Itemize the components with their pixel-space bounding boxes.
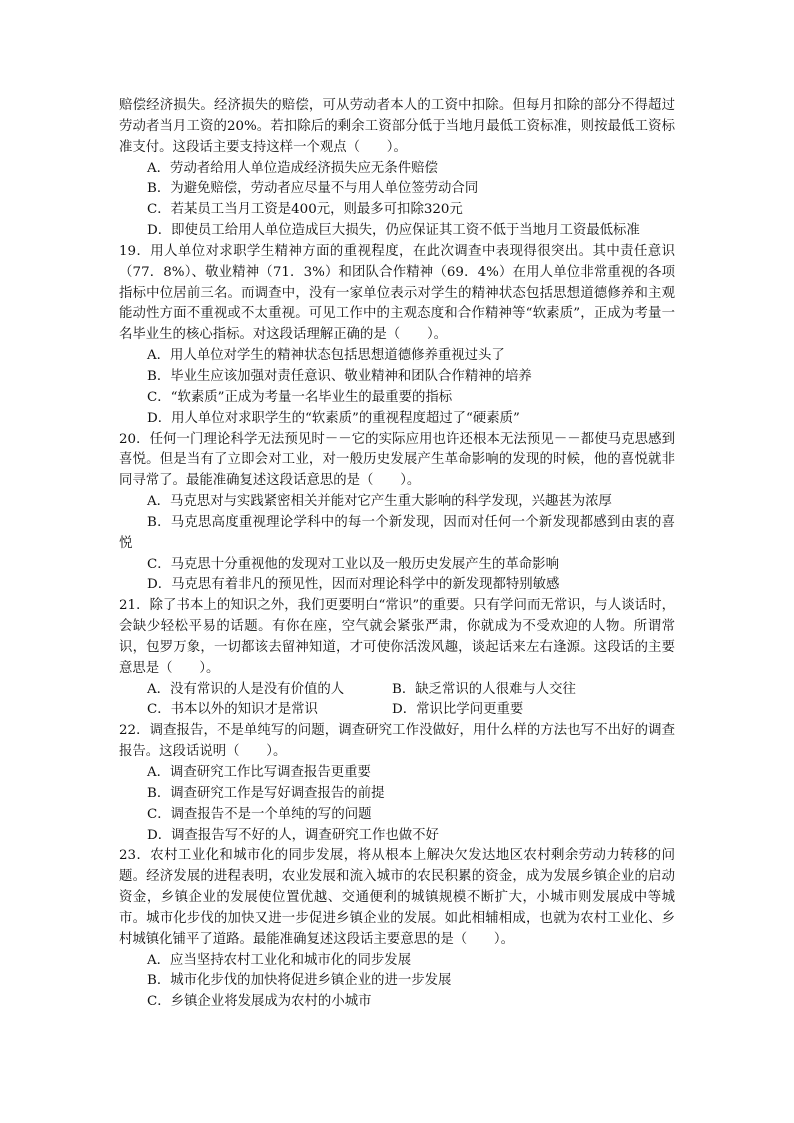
question-18-option-c: C．若某员工当月工资是400元，则最多可扣除320元 [147, 202, 463, 218]
question-19 [119, 242, 675, 430]
question-22-option-b: B．调查研究工作是写好调查报告的前提 [147, 785, 385, 801]
question-19-option-d: D．用人单位对求职学生的“软素质”的重视程度超过了“硬素质” [147, 410, 520, 426]
question-20-option-b: B．马克思高度重视理论学科中的每一个新发现，因而对任何一个新发现都感到由衷的喜悦 [119, 514, 675, 551]
question-21-options-row-2 [119, 700, 675, 721]
question-23-option-c: C．乡镇企业将发展成为农村的小城市 [147, 994, 372, 1010]
question-23-stem: 23．农村工业化和城市化的同步发展，将从根本上解决欠发达地区农村剩余劳动力转移的问题。经济发展的进程表明，农业发展和流入城市的农民积累的资金，成为发展乡镇企业的启动资金，乡镇企业的发展使位置优越、交通便利的城镇规模不断扩大，小城市则发展成中等城市。城市化步伐的加快又进一步促进乡镇企业的发展。如此相辅相成，也就为农村工业化、乡村城镇化铺平了道路。最能准确复述这段话主要意思的是（ ）。 [119, 848, 675, 947]
question-22-option-d: D．调查报告写不好的人，调查研究工作也做不好 [147, 827, 439, 843]
question-20-option-a: A．马克思对与实践紧密相关并能对它产生重大影响的科学发现，兴趣甚为浓厚 [147, 494, 612, 510]
question-22-option-c: C．调查报告不是一个单纯的写的问题 [147, 806, 372, 822]
question-18-stem: 赔偿经济损失。经济损失的赔偿，可从劳动者本人的工资中扣除。但每月扣除的部分不得超过劳动者当月工资的20%。若扣除后的剩余工资部分低于当地月最低工资标准，则按最低工资标准支付。这段话主要支持这样一个观点（ ）。 [119, 98, 675, 155]
question-21-stem: 21．除了书本上的知识之外，我们更要明白“常识”的重要。只有学问而无常识，与人谈话时，会缺少轻松平易的话题。有你在座，空气就会紧张严肃，你就成为不受欢迎的人物。所谓常识，包罗万象，一切都该去留神知道，才可使你活泼风趣，谈起话来左右逢源。这段话的主要意思是（ ）。 [119, 598, 675, 676]
question-20-stem: 20．任何一门理论科学无法预见时－－它的实际应用也许还根本无法预见－－都使马克思感到喜悦。但是当有了立即会对工业，对一般历史发展产生革命影响的发现的时候，他的喜悦就非同寻常了。最能准确复述这段话意思的是（ ）。 [119, 431, 675, 489]
question-18-option-d: D．即使员工给用人单位造成巨大损失，仍应保证其工资不低于当地月工资最低标准 [147, 223, 640, 239]
question-21 [119, 596, 675, 721]
question-21-options-row-1 [119, 680, 675, 701]
question-23-option-b: B．城市化步伐的加快将促进乡镇企业的进一步发展 [147, 973, 452, 989]
question-18 [119, 96, 675, 242]
question-19-option-c: C．“软素质”正成为考量一名毕业生的最重要的指标 [147, 389, 453, 405]
question-23 [119, 846, 675, 1013]
question-19-option-b: B．毕业生应该加强对责任意识、敬业精神和团队合作精神的培养 [147, 368, 532, 384]
document-page [119, 96, 675, 1013]
question-20-option-c: C．马克思十分重视他的发现对工业以及一般历史发展产生的革命影响 [147, 556, 559, 572]
question-21-option-a: A．没有常识的人是没有价值的人 [147, 681, 345, 697]
question-22 [119, 721, 675, 846]
question-18-option-a: A．劳动者给用人单位造成经济损失应无条件赔偿 [147, 160, 438, 176]
question-18-option-b: B．为避免赔偿，劳动者应尽量不与用人单位签劳动合同 [147, 181, 479, 197]
question-21-option-b: B．缺乏常识的人很难与人交往 [392, 681, 576, 697]
question-21-option-d: D．常识比学问更重要 [392, 702, 524, 718]
question-22-stem: 22．调查报告，不是单纯写的问题，调查研究工作没做好，用什么样的方法也写不出好的调查报告。这段话说明（ ）。 [119, 723, 675, 760]
question-20-option-d: D．马克思有着非凡的预见性，因而对理论科学中的新发现都特别敏感 [147, 577, 560, 593]
question-21-option-c: C．书本以外的知识才是常识 [147, 702, 318, 718]
question-19-option-a: A．用人单位对学生的精神状态包括思想道德修养重视过头了 [147, 348, 505, 364]
question-20 [119, 430, 675, 597]
question-22-option-a: A．调查研究工作比写调查报告更重要 [147, 765, 371, 780]
question-19-stem: 19．用人单位对求职学生精神方面的重视程度，在此次调查中表现得很突出。其中责任意识（77．8%）、敬业精神（71．3%）和团队合作精神（69．4%）在用人单位非常重视的各项指标中位居前三名。而调查中，没有一家单位表示对学生的精神状态包括思想道德修养和主观能动性方面不重视或不太重视。可见工作中的主观态度和合作精神等“软素质”，正成为考量一名毕业生的核心指标。对这段话理解正确的是（ ）。 [119, 243, 675, 343]
question-23-option-a: A．应当坚持农村工业化和城市化的同步发展 [147, 952, 412, 968]
